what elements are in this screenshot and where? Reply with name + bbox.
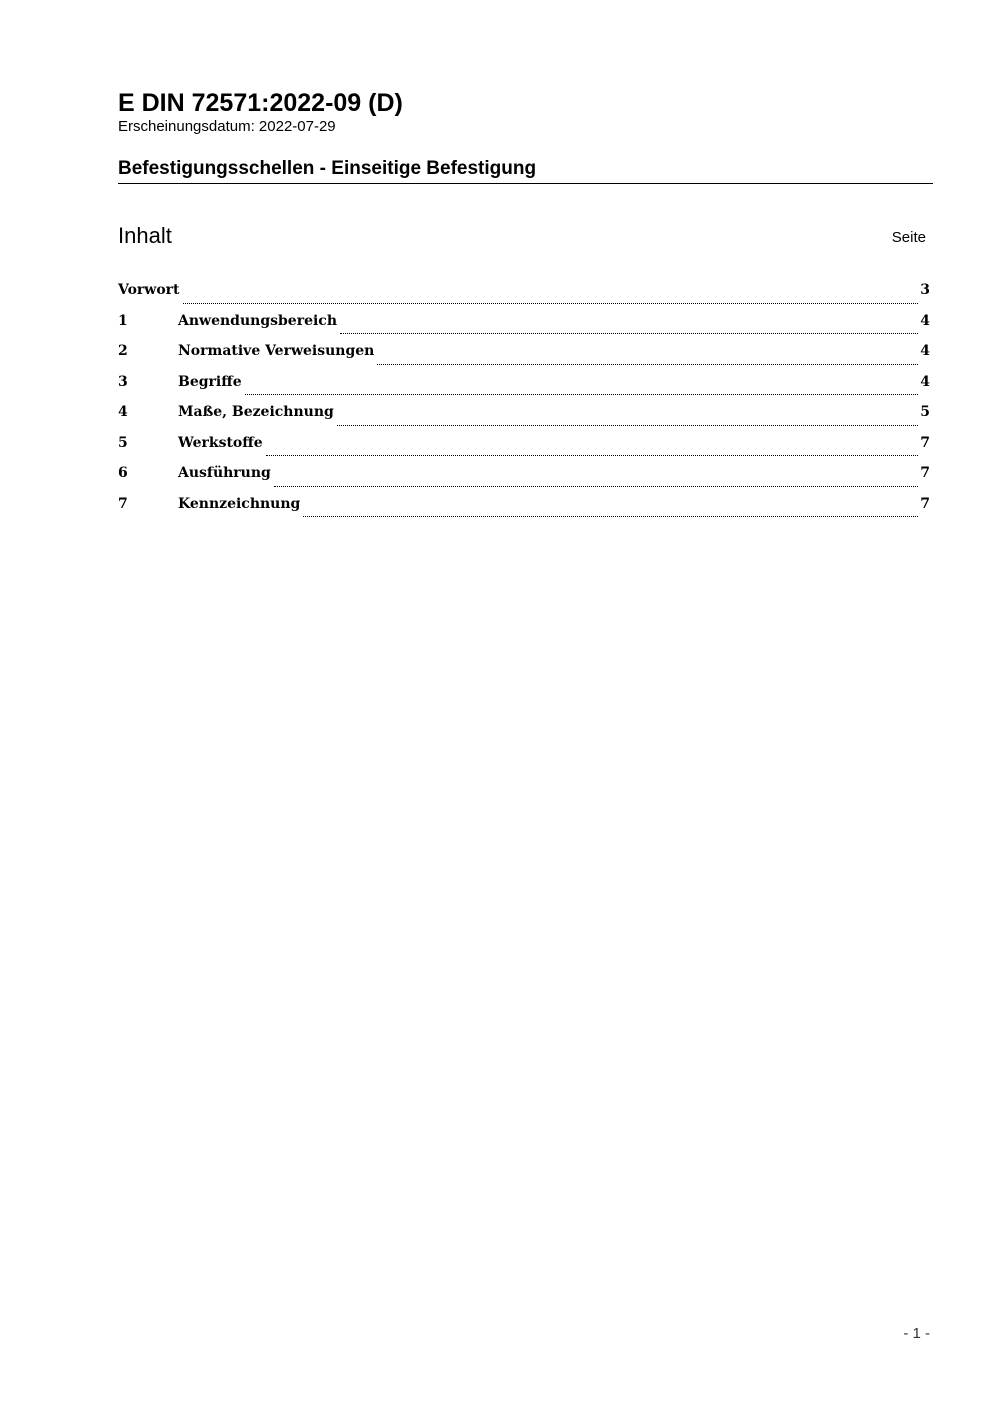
document-number: E DIN 72571:2022-09 (D) — [118, 89, 403, 117]
toc-dot-leader — [183, 302, 919, 304]
document-title: Befestigungsschellen - Einseitige Befestigung — [118, 157, 933, 184]
release-date: Erscheinungsdatum: 2022-07-29 — [118, 118, 336, 135]
toc-entry-page: 7 — [920, 434, 930, 451]
toc-entry-page: 5 — [920, 404, 930, 420]
toc-entry-number: 7 — [118, 495, 128, 512]
toc-entry-page: 4 — [920, 343, 930, 359]
toc-dot-leader — [245, 393, 919, 395]
toc-dot-leader — [303, 515, 918, 517]
toc-entry-kennzeichnung[interactable] — [118, 493, 930, 524]
toc-entry-number: 2 — [118, 343, 128, 359]
toc-entry-vorwort[interactable] — [118, 279, 930, 310]
toc-entry-label: Vorwort — [118, 282, 180, 298]
toc-entry-page: 4 — [920, 373, 930, 390]
toc-dot-leader — [274, 485, 918, 487]
table-of-contents — [118, 279, 930, 523]
toc-entry-number: 6 — [118, 465, 128, 481]
toc-entry-anwendungsbereich[interactable] — [118, 310, 930, 341]
toc-entry-page: 3 — [920, 282, 930, 298]
toc-dot-leader — [377, 363, 918, 365]
toc-entry-normative-verweisungen[interactable] — [118, 340, 930, 371]
page-column-label: Seite — [891, 229, 926, 246]
toc-entry-number: 1 — [118, 312, 128, 329]
toc-entry-masse-bezeichnung[interactable] — [118, 401, 930, 432]
toc-dot-leader — [337, 424, 918, 426]
toc-entry-label: Anwendungsbereich — [178, 312, 337, 329]
toc-entry-label: Maße, Bezeichnung — [178, 404, 334, 420]
toc-entry-number: 4 — [118, 404, 128, 420]
page-number: - 1 - — [903, 1325, 930, 1342]
toc-entry-number: 5 — [118, 434, 128, 451]
toc-entry-ausfuehrung[interactable] — [118, 462, 930, 493]
toc-entry-page: 7 — [920, 495, 930, 512]
toc-entry-page: 7 — [920, 465, 930, 481]
toc-entry-werkstoffe[interactable] — [118, 432, 930, 463]
toc-entry-begriffe[interactable] — [118, 371, 930, 402]
toc-entry-label: Normative Verweisungen — [178, 343, 375, 359]
toc-dot-leader — [266, 454, 919, 456]
document-header — [118, 88, 933, 136]
toc-entry-label: Kennzeichnung — [178, 495, 301, 512]
toc-entry-label: Ausführung — [178, 465, 271, 481]
toc-heading-row — [118, 222, 926, 252]
toc-dot-leader — [340, 332, 918, 334]
toc-heading: Inhalt — [118, 223, 172, 248]
toc-entry-label: Begriffe — [178, 373, 242, 390]
toc-entry-page: 4 — [920, 312, 930, 329]
toc-entry-label: Werkstoffe — [178, 434, 263, 451]
toc-entry-number: 3 — [118, 373, 128, 390]
